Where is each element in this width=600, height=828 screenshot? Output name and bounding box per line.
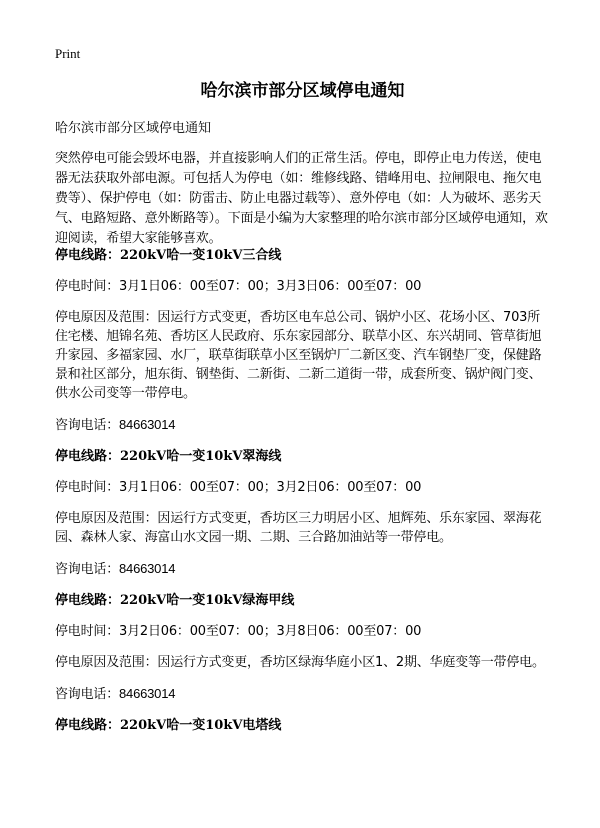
outage-line-name: 220kV哈一变10kV电塔线 xyxy=(120,718,282,733)
document-subtitle: 哈尔滨市部分区域停电通知 xyxy=(55,121,212,136)
outage-phone-label: 咨询电话： xyxy=(55,418,120,433)
outage-time-value: 3月2日06：00至07：00；3月8日06：00至07：00 xyxy=(119,624,422,639)
outage-time-label: 停电时间： xyxy=(55,624,120,639)
outage-sections xyxy=(55,246,550,747)
outage-line-name: 220kV哈一变10kV翠海线 xyxy=(120,449,282,464)
outage-section xyxy=(55,716,550,735)
outage-line-heading xyxy=(55,447,550,466)
outage-time-label: 停电时间： xyxy=(55,480,120,495)
outage-scope-label: 停电原因及范围： xyxy=(55,655,158,670)
outage-line-label: 停电线路： xyxy=(55,593,121,608)
outage-scope-label: 停电原因及范围： xyxy=(55,310,158,325)
outage-time-value: 3月1日06：00至07：00；3月3日06：00至07：00 xyxy=(119,279,422,294)
outage-time xyxy=(55,622,550,641)
outage-scope-value: 因运行方式变更，香坊区绿海华庭小区1、2期、华庭变等一带停电。 xyxy=(157,655,545,670)
outage-scope xyxy=(55,509,550,547)
outage-phone-value: 84663014 xyxy=(119,417,176,432)
outage-scope-value: 因运行方式变更，香坊区电车总公司、锅炉小区、花场小区、703所住宅楼、旭锦名苑、香坊区人民政府、乐东家园部分、联草小区、东兴胡同、管草街旭升家园、多福家园、水厂，联草街联草小区至锅炉厂二新区变、汽车钢垫厂变，保健路景和社区部分，旭东街、钢垫街、二新街、二新二道街一带，成套所变、锅炉阀门变、供水公司变等一带停电。 xyxy=(55,310,542,401)
outage-time-value: 3月1日06：00至07：00；3月2日06：00至07：00 xyxy=(119,480,422,495)
outage-section xyxy=(55,447,550,579)
outage-phone-value: 84663014 xyxy=(119,686,176,701)
outage-phone xyxy=(55,684,550,704)
outage-phone-value: 84663014 xyxy=(119,561,176,576)
outage-scope xyxy=(55,308,550,403)
outage-scope-label: 停电原因及范围： xyxy=(55,511,158,526)
outage-time-label: 停电时间： xyxy=(55,279,120,294)
outage-line-heading xyxy=(55,246,550,265)
outage-line-heading xyxy=(55,716,550,735)
outage-phone-label: 咨询电话： xyxy=(55,687,120,702)
outage-phone-label: 咨询电话： xyxy=(55,562,120,577)
outage-scope-value: 因运行方式变更，香坊区三力明居小区、旭辉苑、乐东家园、翠海花园、森林人家、海富山水文园一期、二期、三合路加油站等一带停电。 xyxy=(55,511,542,545)
outage-line-name: 220kV哈一变10kV三合线 xyxy=(120,248,282,263)
outage-line-label: 停电线路： xyxy=(55,248,121,263)
outage-section xyxy=(55,246,550,435)
intro-paragraph: 突然停电可能会毁坏电器，并直接影响人们的正常生活。停电，即停止电力传送，使电器无法获取外部电源。可包括人为停电（如：维修线路、错峰用电、拉闸限电、拖欠电费等）、保护停电（如：防雷击、防止电器过载等）、意外停电（如：人为破坏、恶劣天气、电路短路、意外断路等）。下面是小编为大家整理的哈尔滨市部分区域停电通知，欢迎阅读，希望大家能够喜欢。 xyxy=(55,151,548,246)
outage-line-heading xyxy=(55,591,550,610)
outage-phone xyxy=(55,415,550,435)
page-title: 哈尔滨市部分区域停电通知 xyxy=(200,81,405,101)
outage-line-label: 停电线路： xyxy=(55,718,121,733)
outage-line-label: 停电线路： xyxy=(55,449,121,464)
outage-time xyxy=(55,478,550,497)
outage-time xyxy=(55,277,550,296)
outage-line-name: 220kV哈一变10kV绿海甲线 xyxy=(120,593,295,608)
outage-scope xyxy=(55,653,550,672)
outage-section xyxy=(55,591,550,704)
outage-phone xyxy=(55,559,550,579)
print-label: Print xyxy=(55,46,81,61)
